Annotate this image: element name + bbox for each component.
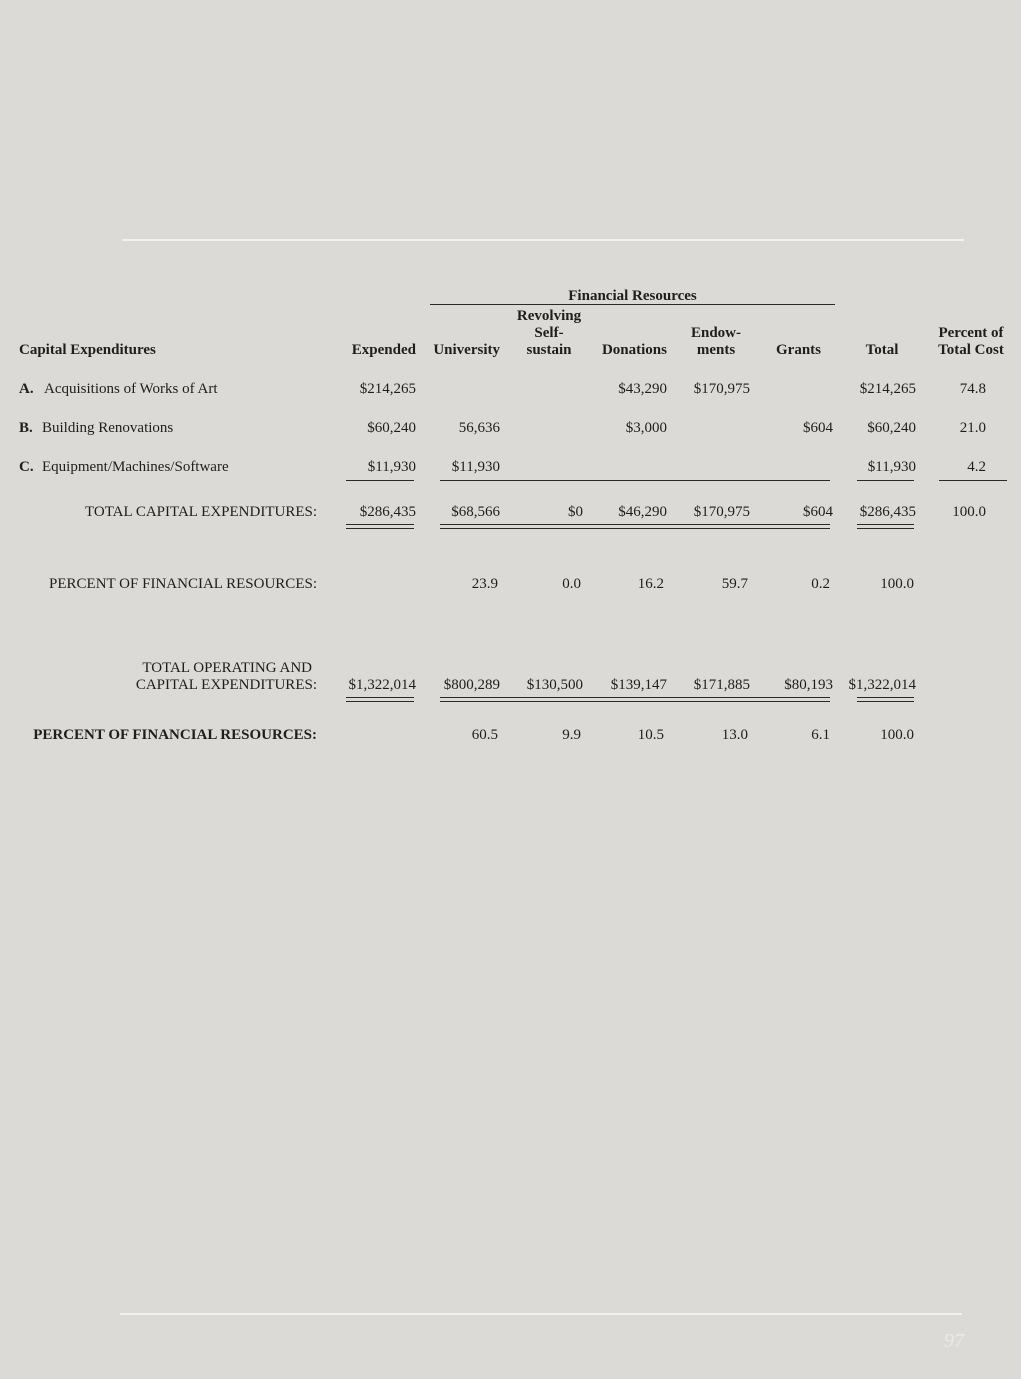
total-capital-percent: 100.0 xyxy=(952,504,986,520)
double-rule-op-total-2 xyxy=(857,701,914,702)
col-percent-line2: Total Cost xyxy=(938,342,1004,358)
total-operating-expended: $1,322,014 xyxy=(348,677,416,693)
col-total: Total xyxy=(865,342,899,358)
row-b-percent: 21.0 xyxy=(959,420,986,436)
total-operating-endowments: $171,885 xyxy=(693,677,750,693)
col-revolving-line1: Revolving xyxy=(516,308,582,324)
double-rule-op-expended-1 xyxy=(346,697,414,698)
col-revolving-line2: Self- xyxy=(534,325,564,341)
financial-resources-header: Financial Resources xyxy=(568,288,697,304)
double-rule-expended-1 xyxy=(346,524,414,525)
total-capital-endowments: $170,975 xyxy=(693,504,750,520)
row-a-total: $214,265 xyxy=(859,381,916,397)
row-a-letter: A. xyxy=(19,381,34,397)
percent-operating-donations: 10.5 xyxy=(637,727,664,743)
double-rule-op-resources-2 xyxy=(440,701,830,702)
total-operating-donations: $139,147 xyxy=(610,677,667,693)
total-capital-label: TOTAL CAPITAL EXPENDITURES: xyxy=(84,504,317,520)
row-a-expended: $214,265 xyxy=(359,381,416,397)
percent-operating-label: PERCENT OF FINANCIAL RESOURCES: xyxy=(33,727,317,743)
double-rule-op-resources-1 xyxy=(440,697,830,698)
row-c-university: $11,930 xyxy=(451,459,500,475)
col-expended: Expended xyxy=(351,342,416,358)
total-operating-grants: $80,193 xyxy=(784,677,833,693)
row-b-expended: $60,240 xyxy=(367,420,416,436)
row-b-grants: $604 xyxy=(803,420,833,436)
percent-operating-total: 100.0 xyxy=(880,727,914,743)
col-capital-expenditures: Capital Expenditures xyxy=(19,342,156,358)
row-b-label: Building Renovations xyxy=(42,420,174,436)
total-operating-university: $800,289 xyxy=(443,677,500,693)
rule-c-total xyxy=(857,480,914,481)
percent-capital-endowments: 59.7 xyxy=(721,576,748,592)
row-c-letter: C. xyxy=(19,459,34,475)
percent-operating-university: 60.5 xyxy=(471,727,498,743)
double-rule-op-total-1 xyxy=(857,697,914,698)
double-rule-op-expended-2 xyxy=(346,701,414,702)
page-number: 97 xyxy=(944,1330,964,1352)
percent-capital-revolving: 0.0 xyxy=(562,576,581,592)
col-endowments-line1: Endow- xyxy=(690,325,742,341)
row-b-university: 56,636 xyxy=(458,420,500,436)
rule-c-percent xyxy=(939,480,1007,481)
total-operating-label-line2: CAPITAL EXPENDITURES: xyxy=(135,677,317,693)
row-c-label: Equipment/Machines/Software xyxy=(42,459,229,475)
row-a-endowments: $170,975 xyxy=(693,381,750,397)
col-revolving-line3: sustain xyxy=(526,342,572,358)
row-b-total: $60,240 xyxy=(867,420,916,436)
total-capital-revolving: $0 xyxy=(568,504,583,520)
total-capital-donations: $46,290 xyxy=(618,504,667,520)
total-capital-grants: $604 xyxy=(803,504,833,520)
col-donations: Donations xyxy=(601,342,667,358)
col-grants: Grants xyxy=(776,342,821,358)
total-capital-total: $286,435 xyxy=(859,504,916,520)
total-capital-university: $68,566 xyxy=(451,504,500,520)
col-percent-line1: Percent of xyxy=(938,325,1004,341)
row-b-donations: $3,000 xyxy=(625,420,667,436)
double-rule-resources-1 xyxy=(440,524,830,525)
double-rule-total-2 xyxy=(857,528,914,529)
double-rule-total-1 xyxy=(857,524,914,525)
total-operating-label-line1: TOTAL OPERATING AND xyxy=(142,660,312,676)
total-operating-revolving: $130,500 xyxy=(526,677,583,693)
percent-capital-grants: 0.2 xyxy=(811,576,830,592)
financial-resources-rule xyxy=(430,304,835,305)
double-rule-resources-2 xyxy=(440,528,830,529)
row-c-expended: $11,930 xyxy=(367,459,416,475)
col-university: University xyxy=(433,342,500,358)
rule-c-expended xyxy=(346,480,414,481)
top-rule xyxy=(122,239,964,241)
row-c-percent: 4.2 xyxy=(967,459,986,475)
row-a-label: Acquisitions of Works of Art xyxy=(44,381,218,397)
percent-capital-total: 100.0 xyxy=(880,576,914,592)
row-a-donations: $43,290 xyxy=(618,381,667,397)
row-c-total: $11,930 xyxy=(867,459,916,475)
bottom-rule xyxy=(120,1313,962,1315)
double-rule-expended-2 xyxy=(346,528,414,529)
percent-operating-revolving: 9.9 xyxy=(562,727,581,743)
percent-capital-label: PERCENT OF FINANCIAL RESOURCES: xyxy=(49,576,317,592)
col-endowments-line2: ments xyxy=(696,342,736,358)
percent-capital-donations: 16.2 xyxy=(637,576,664,592)
row-a-percent: 74.8 xyxy=(959,381,986,397)
total-capital-expended: $286,435 xyxy=(359,504,416,520)
percent-operating-grants: 6.1 xyxy=(811,727,830,743)
percent-operating-endowments: 13.0 xyxy=(721,727,748,743)
row-b-letter: B. xyxy=(19,420,33,436)
percent-capital-university: 23.9 xyxy=(471,576,498,592)
rule-c-resources xyxy=(440,480,830,481)
total-operating-total: $1,322,014 xyxy=(848,677,916,693)
